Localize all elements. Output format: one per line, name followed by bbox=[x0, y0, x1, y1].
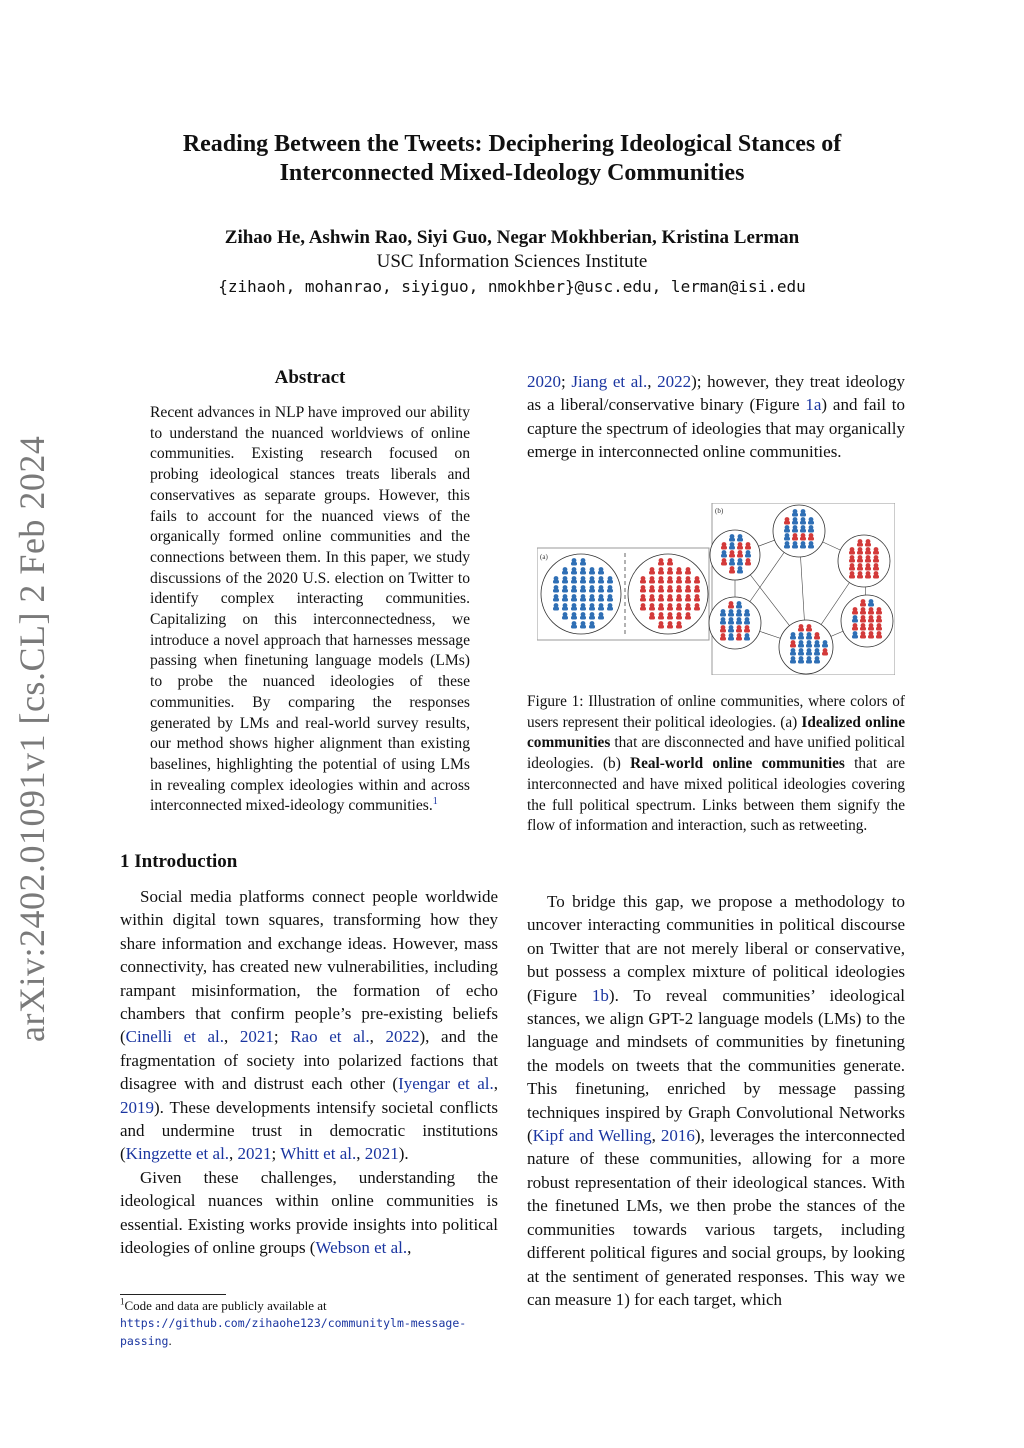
user-icon-body bbox=[868, 635, 874, 639]
user-icon-body bbox=[658, 571, 664, 575]
figure-1-illustration bbox=[537, 503, 895, 675]
caption-bold: Idealized online communities bbox=[527, 713, 906, 752]
user-icon-body bbox=[737, 554, 743, 558]
abstract-body bbox=[150, 403, 470, 817]
user-icon-body bbox=[720, 621, 726, 625]
user-icon-body bbox=[720, 637, 726, 641]
footnote-text: Code and data are publicly available at bbox=[124, 1298, 327, 1313]
user-icon-body bbox=[728, 613, 734, 617]
text-run: , bbox=[223, 1027, 240, 1047]
user-icon-body bbox=[798, 636, 804, 640]
user-icon-body bbox=[649, 616, 655, 620]
user-icon-body bbox=[658, 625, 664, 629]
user-icon-body bbox=[822, 644, 828, 648]
citation-link[interactable]: Webson et al. bbox=[315, 1238, 408, 1258]
citation-link[interactable]: 2021 bbox=[237, 1144, 272, 1164]
user-icon-body bbox=[676, 571, 682, 575]
intro-paragraph-1 bbox=[120, 885, 498, 1166]
user-icon-body bbox=[814, 652, 820, 656]
user-icon-body bbox=[676, 589, 682, 593]
user-icon-body bbox=[729, 554, 735, 558]
user-icon-body bbox=[806, 628, 812, 632]
user-icon-body bbox=[685, 589, 691, 593]
user-icon-body bbox=[792, 537, 798, 541]
text-run: ; bbox=[561, 372, 572, 391]
citation-link[interactable]: 2020 bbox=[527, 372, 561, 391]
user-icon-body bbox=[865, 551, 871, 555]
text-run: ; bbox=[271, 1144, 281, 1164]
user-icon-body bbox=[649, 580, 655, 584]
user-icon-body bbox=[571, 625, 577, 629]
user-icon-body bbox=[571, 598, 577, 602]
community-boundary bbox=[838, 535, 890, 587]
user-icon-body bbox=[676, 607, 682, 611]
user-icon-body bbox=[658, 598, 664, 602]
user-icon-body bbox=[808, 545, 814, 549]
section-heading-introduction: 1 Introduction bbox=[120, 851, 238, 872]
user-icon-body bbox=[658, 589, 664, 593]
abstract-text: Recent advances in NLP have improved our ability to understand the nuanced worldviews of online communities. Existing research focused on probing ideological stances treats liberals and conservatives as separate groups. However, this fails to account for the nuanced views of the organically formed online communities and the connections between them. In this paper, we study discussions of the 2020 U.S. election on Twitter to identify complex interacting communities. Capitalizing on this interconnectedness, we introduce a novel approach that harnesses message passing when finetuning language models (LMs) to probe the nuanced ideologies of these communities. By comparing the responses generated by LMs and real-world survey results, our method shows higher alignment than existing baselines, highlighting the potential of using LMs in revealing complex ideologies within and across interconnected mixed-ideology communities. bbox=[150, 404, 470, 815]
user-icon-body bbox=[571, 616, 577, 620]
user-icon-body bbox=[676, 580, 682, 584]
author-emails: {zihaoh, mohanrao, siyiguo, nmokhber}@usc.edu, lerman@isi.edu bbox=[218, 277, 806, 296]
user-icon-body bbox=[667, 616, 673, 620]
text-run: To bridge this gap, we propose a methodology to uncover interacting communities in political discourse on Twitter that are not merely liberal or conservative, but possess a complex mixture of political ideologies (Figure bbox=[527, 892, 905, 1005]
community-circle bbox=[709, 597, 761, 649]
user-icon-body bbox=[649, 571, 655, 575]
user-icon-body bbox=[589, 616, 595, 620]
user-icon-body bbox=[685, 580, 691, 584]
user-icon-body bbox=[598, 580, 604, 584]
user-icon-body bbox=[798, 644, 804, 648]
user-icon-body bbox=[598, 616, 604, 620]
user-icon-body bbox=[745, 554, 751, 558]
text-run: , bbox=[647, 372, 658, 391]
citation-link[interactable]: Whitt et al. bbox=[280, 1144, 357, 1164]
user-icon-body bbox=[849, 567, 855, 571]
user-icon-body bbox=[649, 598, 655, 602]
user-icon-body bbox=[736, 637, 742, 641]
user-icon-body bbox=[790, 660, 796, 664]
community-boundary bbox=[841, 595, 893, 647]
user-icon-body bbox=[728, 629, 734, 633]
user-icon-body bbox=[857, 543, 863, 547]
user-icon-body bbox=[873, 559, 879, 563]
user-icon-body bbox=[800, 537, 806, 541]
user-icon-body bbox=[798, 660, 804, 664]
community-circle bbox=[628, 554, 708, 634]
user-icon-body bbox=[873, 551, 879, 555]
user-icon-body bbox=[580, 571, 586, 575]
user-icon-body bbox=[694, 607, 700, 611]
user-icon-body bbox=[852, 627, 858, 631]
user-icon-body bbox=[868, 619, 874, 623]
intro-paragraph-2 bbox=[120, 1166, 498, 1260]
user-icon-body bbox=[868, 611, 874, 615]
user-icon-body bbox=[868, 627, 874, 631]
user-icon-body bbox=[806, 660, 812, 664]
user-icon-body bbox=[736, 613, 742, 617]
user-icon-body bbox=[806, 636, 812, 640]
user-icon-body bbox=[667, 580, 673, 584]
user-icon-body bbox=[640, 589, 646, 593]
user-icon-body bbox=[865, 559, 871, 563]
user-icon-body bbox=[822, 652, 828, 656]
user-icon-body bbox=[685, 607, 691, 611]
user-icon-body bbox=[852, 635, 858, 639]
user-icon-body bbox=[571, 571, 577, 575]
user-icon-body bbox=[800, 529, 806, 533]
user-icon-body bbox=[849, 575, 855, 579]
user-icon-body bbox=[571, 562, 577, 566]
user-icon-body bbox=[873, 575, 879, 579]
user-icon-body bbox=[658, 562, 664, 566]
community-boundary bbox=[773, 505, 825, 557]
abstract-heading: Abstract bbox=[274, 367, 346, 388]
author-list: Zihao He, Ashwin Rao, Siyi Guo, Negar Mokhberian, Kristina Lerman bbox=[224, 227, 800, 248]
user-icon-body bbox=[562, 598, 568, 602]
user-icon-body bbox=[814, 660, 820, 664]
user-icon-body bbox=[865, 567, 871, 571]
user-icon-body bbox=[562, 607, 568, 611]
user-icon-body bbox=[598, 571, 604, 575]
user-icon-body bbox=[792, 521, 798, 525]
user-icon-body bbox=[720, 629, 726, 633]
user-icon-body bbox=[744, 621, 750, 625]
title-line-2: Interconnected Mixed-Ideology Communities bbox=[279, 160, 745, 186]
user-icon-body bbox=[667, 562, 673, 566]
user-icon-body bbox=[808, 521, 814, 525]
arxiv-identifier: arXiv:2402.01091v1 [cs.CL] 2 Feb 2024 bbox=[12, 435, 52, 1042]
citation-link[interactable]: Iyengar et al. bbox=[398, 1074, 494, 1094]
user-icon-body bbox=[790, 644, 796, 648]
citation-link[interactable]: Jiang et al. bbox=[571, 372, 648, 391]
user-icon-body bbox=[640, 580, 646, 584]
user-icon-body bbox=[860, 611, 866, 615]
user-icon-body bbox=[607, 607, 613, 611]
user-icon-body bbox=[728, 637, 734, 641]
footnote-ref[interactable]: 1 bbox=[432, 796, 438, 808]
text-run: ). bbox=[398, 1144, 409, 1164]
citation-link[interactable]: 2022 bbox=[657, 372, 692, 391]
text-run: , bbox=[229, 1144, 238, 1164]
user-icon-body bbox=[857, 575, 863, 579]
panel-b-label: (b) bbox=[715, 507, 724, 515]
user-icon-body bbox=[667, 607, 673, 611]
user-icon-body bbox=[562, 580, 568, 584]
user-icon-body bbox=[721, 546, 727, 550]
user-icon-body bbox=[808, 537, 814, 541]
user-icon-body bbox=[814, 644, 820, 648]
user-icon-body bbox=[580, 616, 586, 620]
citation-link[interactable]: Kingzette et al. bbox=[125, 1144, 230, 1164]
citation-link[interactable]: 2022 bbox=[385, 1027, 420, 1047]
community-circle bbox=[773, 505, 825, 557]
user-icon-body bbox=[676, 616, 682, 620]
column2-body bbox=[527, 890, 905, 1311]
user-icon-body bbox=[876, 619, 882, 623]
community-boundary bbox=[709, 597, 761, 649]
user-icon-body bbox=[736, 621, 742, 625]
text-run: , bbox=[493, 1074, 498, 1094]
community-boundary bbox=[628, 554, 708, 634]
user-icon-body bbox=[800, 521, 806, 525]
text-run: ). These developments intensify societal conflicts and undermine trust in democratic institutions ( bbox=[120, 1097, 498, 1164]
text-run: ) and fail to capture the spectrum of ideologies that may organically emerge in interconnected online communities. bbox=[527, 395, 905, 462]
footnote bbox=[120, 1297, 510, 1350]
user-icon-body bbox=[857, 567, 863, 571]
user-icon-body bbox=[571, 589, 577, 593]
text-run: that are interconnected and have mixed political ideologies covering the full political spectrum. Links between them signify the flow of information and interaction, such as retweeting. bbox=[527, 755, 905, 835]
community-circle bbox=[710, 530, 760, 580]
user-icon-body bbox=[676, 598, 682, 602]
user-icon-body bbox=[658, 616, 664, 620]
user-icon-body bbox=[562, 589, 568, 593]
text-run: , bbox=[651, 1126, 661, 1146]
figure-ref-link[interactable]: 1a bbox=[805, 395, 822, 415]
intro-column bbox=[120, 885, 498, 1260]
user-icon-body bbox=[667, 571, 673, 575]
user-icon-body bbox=[800, 545, 806, 549]
user-icon-body bbox=[745, 546, 751, 550]
user-icon-body bbox=[571, 580, 577, 584]
community-circle bbox=[779, 620, 833, 674]
caption-bold: Real-world online communities bbox=[630, 755, 845, 773]
user-icon-body bbox=[728, 605, 734, 609]
user-icon-body bbox=[589, 589, 595, 593]
user-icon-body bbox=[721, 562, 727, 566]
user-icon-body bbox=[729, 562, 735, 566]
user-icon-body bbox=[800, 513, 806, 517]
user-icon-body bbox=[792, 513, 798, 517]
title-line-1: Reading Between the Tweets: Deciphering Ideological Stances of bbox=[182, 131, 842, 157]
user-icon-body bbox=[553, 580, 559, 584]
user-icon-body bbox=[607, 589, 613, 593]
user-icon-body bbox=[580, 580, 586, 584]
text-run: ), leverages the interconnected nature of these communities, allowing for a more robust representation of their ideological stances. With the finetuned LMs, we then probe the stances of the communities towards various targets, including different political figures and social groups, by looking at the sentiment of generated responses. This way we can measure 1) for each target, which bbox=[527, 1126, 905, 1309]
citation-link[interactable]: Cinelli et al. bbox=[125, 1027, 224, 1047]
user-icon-body bbox=[737, 570, 743, 574]
text-run: , bbox=[356, 1144, 365, 1164]
user-icon-body bbox=[589, 571, 595, 575]
user-icon-body bbox=[562, 616, 568, 620]
user-icon-body bbox=[868, 603, 874, 607]
user-icon-body bbox=[852, 611, 858, 615]
user-icon-body bbox=[580, 625, 586, 629]
user-icon-body bbox=[589, 625, 595, 629]
user-icon-body bbox=[580, 562, 586, 566]
arxiv-sidebar bbox=[2, 435, 62, 1042]
user-icon-body bbox=[640, 598, 646, 602]
user-icon-body bbox=[720, 613, 726, 617]
user-icon-body bbox=[736, 629, 742, 633]
paper-title bbox=[150, 130, 874, 188]
user-icon-body bbox=[667, 598, 673, 602]
user-icon-body bbox=[694, 589, 700, 593]
user-icon-body bbox=[876, 627, 882, 631]
citation-link[interactable]: Kipf and Welling bbox=[532, 1126, 652, 1146]
user-icon-body bbox=[694, 598, 700, 602]
user-icon-body bbox=[849, 559, 855, 563]
text-run: ), and the fragmentation of society into polarized factions that disagree with and distrust each other ( bbox=[120, 1027, 498, 1094]
user-icon-body bbox=[744, 613, 750, 617]
user-icon-body bbox=[860, 627, 866, 631]
user-icon-body bbox=[553, 607, 559, 611]
user-icon-body bbox=[744, 629, 750, 633]
text-run: Given these challenges, understanding the ideological nuances within online communities is essential. Existing works provide insights into political ideologies of online groups ( bbox=[120, 1167, 498, 1258]
user-icon-body bbox=[598, 598, 604, 602]
user-icon-body bbox=[649, 607, 655, 611]
text-run: ; bbox=[273, 1027, 291, 1047]
user-icon-body bbox=[721, 554, 727, 558]
user-icon-body bbox=[685, 571, 691, 575]
citation-link[interactable]: 2021 bbox=[364, 1144, 399, 1164]
user-icon-body bbox=[806, 652, 812, 656]
user-icon-body bbox=[729, 570, 735, 574]
citation-link[interactable]: 2016 bbox=[660, 1126, 695, 1146]
footnote-number: 1 bbox=[120, 1296, 125, 1307]
citation-link[interactable]: 2021 bbox=[239, 1027, 274, 1047]
user-icon-body bbox=[685, 598, 691, 602]
panel-a-label: (a) bbox=[540, 553, 548, 561]
user-icon-body bbox=[589, 607, 595, 611]
user-icon-body bbox=[865, 575, 871, 579]
user-icon-body bbox=[737, 562, 743, 566]
user-icon-body bbox=[852, 619, 858, 623]
user-icon-body bbox=[676, 625, 682, 629]
user-icon-body bbox=[589, 598, 595, 602]
user-icon-body bbox=[808, 529, 814, 533]
user-icon-body bbox=[729, 546, 735, 550]
user-icon-body bbox=[658, 580, 664, 584]
user-icon-body bbox=[553, 598, 559, 602]
user-icon-body bbox=[658, 607, 664, 611]
figure-ref-link[interactable]: 1b bbox=[591, 985, 609, 1005]
user-icon-body bbox=[814, 636, 820, 640]
user-icon-body bbox=[876, 635, 882, 639]
user-icon-body bbox=[798, 628, 804, 632]
user-icon-body bbox=[860, 635, 866, 639]
user-icon-body bbox=[598, 589, 604, 593]
user-icon-body bbox=[784, 529, 790, 533]
user-icon-body bbox=[860, 619, 866, 623]
text-run: ); however, they treat ideology as a liberal/conservative binary (Figure bbox=[527, 372, 906, 415]
user-icon-body bbox=[865, 543, 871, 547]
community-circle bbox=[838, 535, 890, 587]
user-icon-body bbox=[649, 589, 655, 593]
user-icon-body bbox=[745, 562, 751, 566]
user-icon-body bbox=[798, 652, 804, 656]
user-icon-body bbox=[792, 529, 798, 533]
text-run: , bbox=[369, 1027, 386, 1047]
user-icon-body bbox=[729, 538, 735, 542]
user-icon-body bbox=[728, 621, 734, 625]
user-icon-body bbox=[562, 571, 568, 575]
user-icon-body bbox=[873, 567, 879, 571]
user-icon-body bbox=[580, 598, 586, 602]
text-run: Figure 1: Illustration of online communities, where colors of users represent their political ideologies. (a) bbox=[527, 693, 905, 731]
user-icon-body bbox=[737, 538, 743, 542]
user-icon-body bbox=[571, 607, 577, 611]
user-icon-body bbox=[598, 607, 604, 611]
affiliation: USC Information Sciences Institute bbox=[376, 251, 648, 272]
user-icon-body bbox=[685, 616, 691, 620]
community-boundary bbox=[541, 554, 621, 634]
github-link[interactable]: https://github.com/zihaohe123/communitylm-message-passing bbox=[120, 1316, 467, 1348]
footnote-divider bbox=[120, 1294, 226, 1295]
user-icon-body bbox=[784, 521, 790, 525]
user-icon-body bbox=[792, 545, 798, 549]
user-icon-body bbox=[736, 605, 742, 609]
user-icon-body bbox=[784, 545, 790, 549]
community-boundary bbox=[710, 530, 760, 580]
citation-link[interactable]: 2019 bbox=[120, 1097, 154, 1117]
user-icon-body bbox=[640, 607, 646, 611]
user-icon-body bbox=[857, 559, 863, 563]
user-icon-body bbox=[737, 546, 743, 550]
user-icon-body bbox=[790, 636, 796, 640]
user-icon-body bbox=[744, 637, 750, 641]
user-icon-body bbox=[806, 644, 812, 648]
user-icon-body bbox=[784, 537, 790, 541]
user-icon-body bbox=[589, 580, 595, 584]
column2-paragraph bbox=[527, 890, 905, 1311]
user-icon-body bbox=[580, 589, 586, 593]
community-circle bbox=[841, 595, 893, 647]
citation-link[interactable]: Rao et al. bbox=[290, 1027, 370, 1047]
user-icon-body bbox=[553, 589, 559, 593]
text-run: , bbox=[407, 1238, 412, 1258]
user-icon-body bbox=[876, 611, 882, 615]
user-icon-body bbox=[607, 580, 613, 584]
text-run: . bbox=[168, 1333, 172, 1348]
user-icon-body bbox=[849, 551, 855, 555]
text-run: ). To reveal communities’ ideological stances, we align GPT-2 language models (LMs) to the language and mindsets of communities by finetuning the models on tweets that the communities generate. This finetuning, enriched by message passing techniques inspired by Graph Convolutional Networks ( bbox=[527, 985, 905, 1146]
user-icon-body bbox=[580, 607, 586, 611]
text-run: Social media platforms connect people worldwide within digital town squares, transforming how they share information and exchange ideas. However, mass connectivity, has created new vulnerabilities, including rampant misinformation, the formation of echo chambers that confirm people’s pre-existing beliefs ( bbox=[120, 887, 498, 1047]
user-icon-body bbox=[667, 625, 673, 629]
column2-continuation bbox=[527, 370, 905, 464]
user-icon-body bbox=[667, 589, 673, 593]
figure-1-caption bbox=[527, 692, 905, 837]
user-icon-body bbox=[790, 652, 796, 656]
user-icon-body bbox=[607, 598, 613, 602]
text-run: that are disconnected and have unified political ideologies. (b) bbox=[527, 734, 905, 773]
user-icon-body bbox=[694, 580, 700, 584]
user-icon-body bbox=[860, 603, 866, 607]
user-icon-body bbox=[857, 551, 863, 555]
community-circle bbox=[541, 554, 621, 634]
